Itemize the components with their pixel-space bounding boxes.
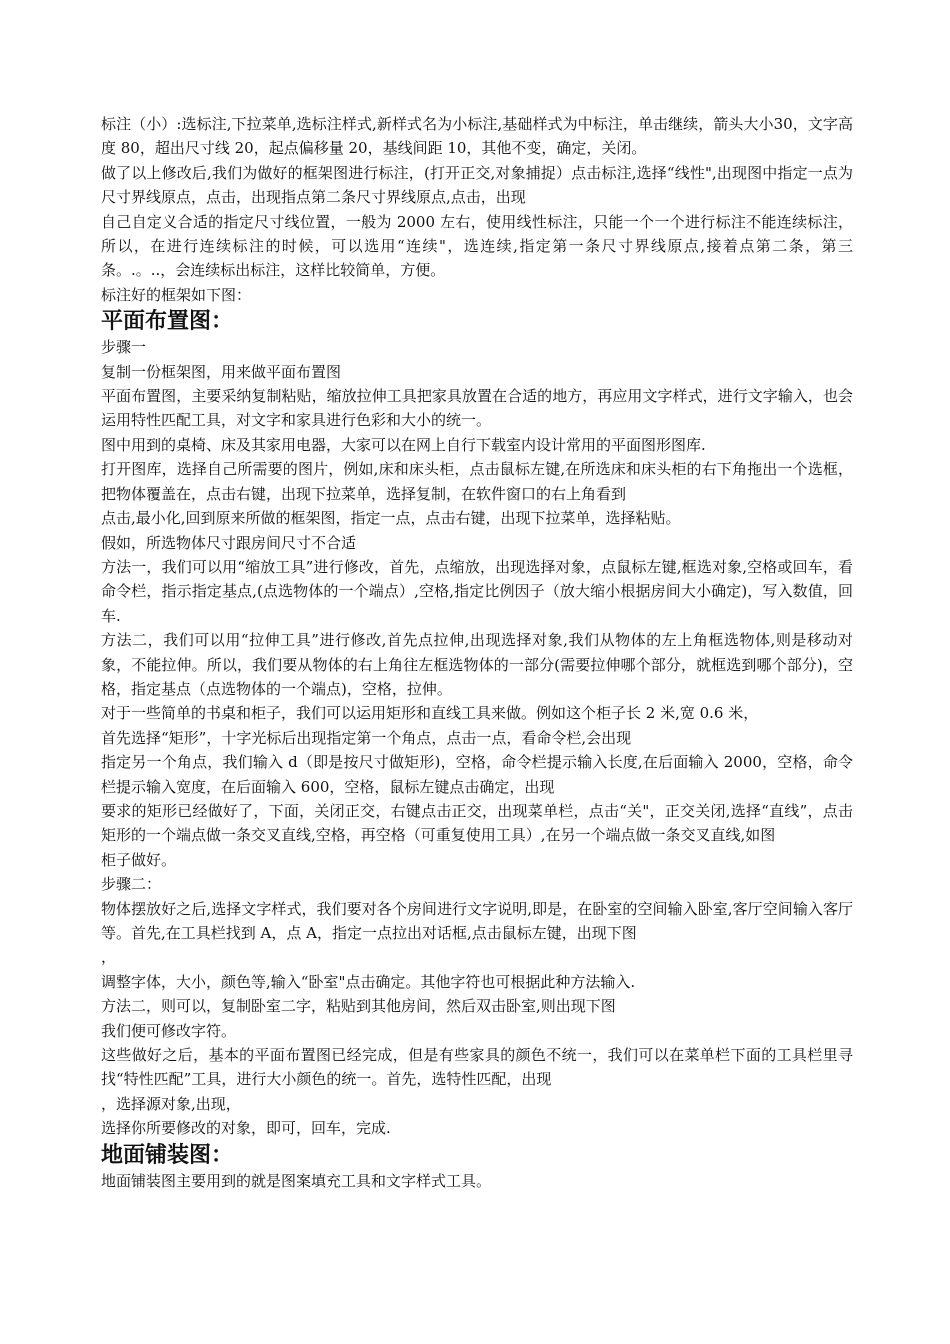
paragraph-method-two-stretch: 方法二，我们可以用“拉伸工具”进行修改,首先点拉伸,出现选择对象,我们从物体的左上角框选物体,则是移动对象，不能拉伸。所以，我们要从物体的右上角往左框选物体的一部分(需要拉伸哪个部分，就框选到哪个部分)，空格，指定基点（点选物体的一个端点)，空格，拉伸。	[101, 631, 853, 698]
paragraph-copy-framework: 复制一份框架图，用来做平面布置图	[101, 362, 342, 381]
paragraph-select-target: 选择你所要修改的对象，即可，回车，完成.	[101, 1119, 391, 1138]
paragraph-copy-text: 方法二，则可以，复制卧室二字，粘贴到其他房间，然后双击卧室,则出现下图	[101, 997, 616, 1016]
paragraph-select-source: ，选择源对象,出现，	[101, 1094, 241, 1113]
paragraph-paste: 点击,最小化,回到原来所做的框架图，指定一点，点击右键，出现下拉菜单，选择粘贴。	[101, 509, 681, 528]
paragraph-library-download: 图中用到的桌椅、床及其家用电器，大家可以在网上自行下载室内设计常用的平面图形图库.	[101, 435, 706, 454]
paragraph-match-properties: 这些做好之后，基本的平面布置图已经完成，但是有些家具的颜色不统一，我们可以在菜单栏下面的工具栏里寻找“特性匹配”工具，进行大小颜色的统一。首先，选特性匹配，出现	[101, 1046, 853, 1089]
paragraph-simple-furniture: 对于一些简单的书桌和柜子，我们可以运用矩形和直线工具来做。例如这个柜子长 2 米,宽 0.6 米，	[101, 704, 759, 723]
paragraph-open-library: 打开图库，选择自己所需要的图片，例如,床和床头柜，点击鼠标左键,在所选床和床头柜的右下角拖出一个选框，把物体覆盖在，点击右键，出现下拉菜单，选择复制，在软件窗口的右上角看到	[101, 460, 853, 503]
paragraph-step-one: 步骤一	[101, 338, 147, 357]
paragraph-edit-text: 我们便可修改字符。	[101, 1021, 237, 1040]
heading-floor-paving: 地面铺装图：	[101, 1141, 234, 1168]
paragraph-framework-caption: 标注好的框架如下图：	[101, 285, 252, 304]
document-page	[101, 112, 853, 1193]
heading-floor-plan-layout: 平面布置图：	[101, 308, 234, 335]
paragraph-paving-intro: 地面铺装图主要用到的就是图案填充工具和文字样式工具。	[101, 1171, 492, 1190]
paragraph-cabinet-done: 柜子做好。	[101, 850, 177, 869]
paragraph-comma: ，	[101, 948, 117, 967]
paragraph-layout-intro: 平面布置图，主要采纳复制粘贴，缩放拉伸工具把家具放置在合适的地方，再应用文字样式，进行文字输入，也会运用特性匹配工具，对文字和家具进行色彩和大小的统一。	[101, 387, 853, 430]
paragraph-rectangle-first-corner: 首先选择“矩形”，十字光标后出现指定第一个角点，点击一点，看命令栏,会出现	[101, 728, 632, 747]
paragraph-cross-lines: 要求的矩形已经做好了，下面，关闭正交，右键点击正交，出现菜单栏，点击“关"，正交关闭,选择“直线”，点击矩形的一个端点做一条交叉直线,空格，再空格（可重复使用工具）,在另一个端点做一条交叉直线,如图	[101, 801, 853, 845]
paragraph-adjust-font: 调整字体，大小，颜色等,输入“卧室"点击确定。其他字符也可根据此种方法输入.	[101, 972, 636, 991]
paragraph-step-two: 步骤二：	[101, 875, 162, 894]
paragraph-text-style: 物体摆放好之后,选择文字样式，我们要对各个房间进行文字说明,即是，在卧室的空间输入卧室,客厅空间输入客厅等。首先,在工具栏找到 A，点 A，指定一点拉出对话框,点击鼠标左键，出现下图	[101, 899, 853, 942]
paragraph-rectangle-dimensions: 指定另一个角点，我们输入 d（即是按尺寸做矩形)，空格，命令栏提示输入长度,在后面输入 2000，空格，命令栏提示输入宽度，在后面输入 600，空格，鼠标左键点击确定，出现	[101, 753, 853, 796]
paragraph-linear-dimension: 做了以上修改后,我们为做好的框架图进行标注，(打开正交,对象捕捉）点击标注,选择“线性",出现图中指定一点为尺寸界线原点，点击，出现指点第二条尺寸界线原点,点击，出现	[101, 163, 853, 207]
paragraph-continuous-dimension: 自己自定义合适的指定尺寸线位置，一般为 2000 左右，使用线性标注，只能一个一个进行标注不能连续标注，所以，在进行连续标注的时候，可以选用“连续"，选连续,指定第一条尺寸界线原点,接着点第二条，第三条。.。..，会连续标出标注，这样比较简单，方便。	[101, 212, 853, 280]
paragraph-size-mismatch: 假如，所选物体尺寸跟房间尺寸不合适	[101, 533, 357, 552]
paragraph-annotation-small: 标注（小）:选标注,下拉菜单,选标注样式,新样式名为小标注,基础样式为中标注，单击继续，箭头大小30，文字高度 80，超出尺寸线 20，起点偏移量 20，基线间距 10，其他不变，确定，关闭。	[101, 115, 853, 158]
paragraph-method-one-scale: 方法一，我们可以用“缩放工具”进行修改，首先，点缩放，出现选择对象，点鼠标左键,框选对象,空格或回车，看命令栏，指示指定基点,(点选物体的一个端点）,空格,指定比例因子（放大缩小根据房间大小确定)，写入数值，回车.	[101, 557, 853, 625]
